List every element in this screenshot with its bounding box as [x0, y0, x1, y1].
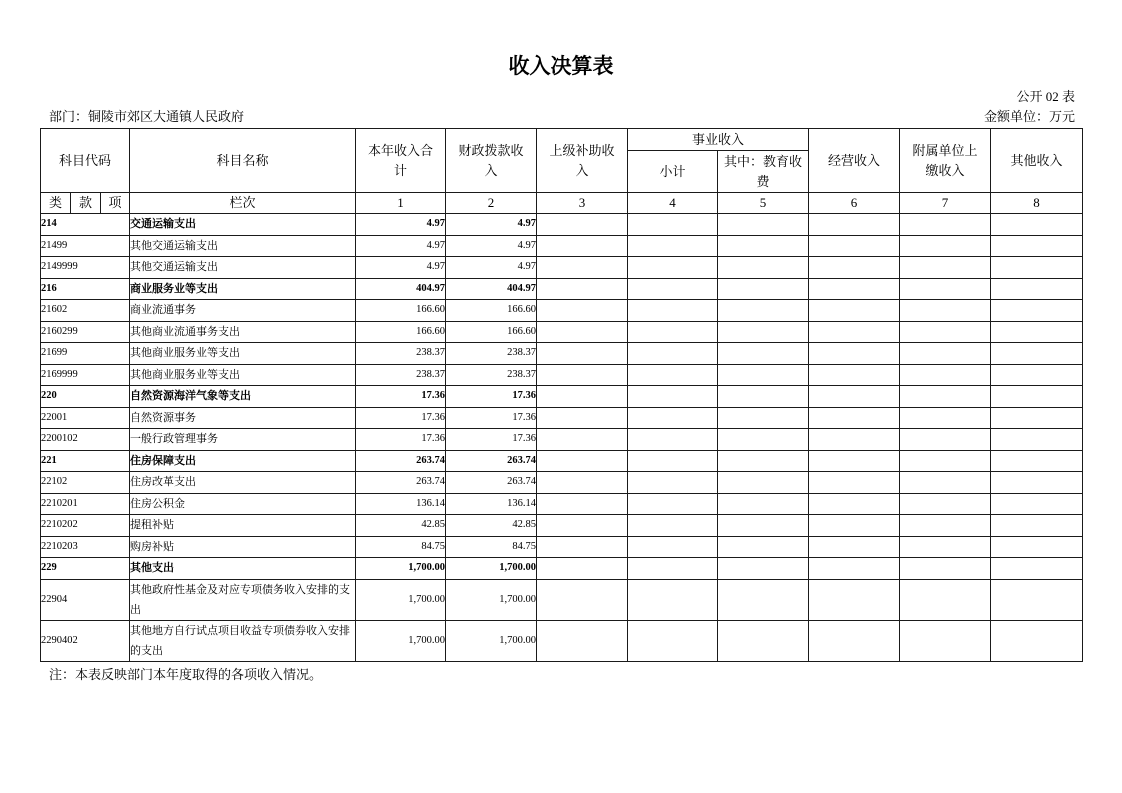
row-total-income: 263.74	[356, 472, 446, 494]
header-affiliated-unit-income-label: 附属单位上缴收入	[912, 142, 978, 178]
row-total-income: 84.75	[356, 536, 446, 558]
header-business-income: 事业收入	[628, 129, 809, 151]
row-operating-income	[809, 386, 900, 408]
table-row	[41, 364, 1083, 386]
row-operating-income	[809, 321, 900, 343]
row-other-income	[991, 407, 1083, 429]
row-subject-name: 自然资源海洋气象等支出	[130, 386, 356, 408]
row-fiscal-appropriation: 4.97	[446, 214, 537, 236]
row-superior-subsidy	[537, 364, 628, 386]
row-business-education-fee	[718, 300, 809, 322]
row-business-education-fee	[718, 429, 809, 451]
row-superior-subsidy	[537, 386, 628, 408]
header-business-education-fee	[718, 151, 809, 193]
row-fiscal-appropriation: 4.97	[446, 235, 537, 257]
row-business-education-fee	[718, 364, 809, 386]
row-affiliated-unit-income	[900, 235, 991, 257]
row-superior-subsidy	[537, 214, 628, 236]
row-superior-subsidy	[537, 579, 628, 620]
row-business-subtotal	[628, 257, 718, 279]
row-subject-code: 2210202	[41, 515, 130, 537]
row-other-income	[991, 386, 1083, 408]
row-business-subtotal	[628, 493, 718, 515]
row-business-subtotal	[628, 429, 718, 451]
row-superior-subsidy	[537, 536, 628, 558]
row-business-subtotal	[628, 386, 718, 408]
row-operating-income	[809, 620, 900, 661]
row-subject-name: 自然资源事务	[130, 407, 356, 429]
row-fiscal-appropriation: 238.37	[446, 364, 537, 386]
row-business-education-fee	[718, 515, 809, 537]
row-affiliated-unit-income	[900, 386, 991, 408]
table-body	[41, 214, 1083, 662]
row-affiliated-unit-income	[900, 300, 991, 322]
row-total-income: 17.36	[356, 429, 446, 451]
table-row	[41, 493, 1083, 515]
row-subject-name: 一般行政管理事务	[130, 429, 356, 451]
row-subject-code: 229	[41, 558, 130, 580]
row-total-income: 238.37	[356, 343, 446, 365]
row-operating-income	[809, 364, 900, 386]
row-business-subtotal	[628, 235, 718, 257]
table-row	[41, 321, 1083, 343]
row-subject-code: 22102	[41, 472, 130, 494]
row-superior-subsidy	[537, 235, 628, 257]
row-fiscal-appropriation: 136.14	[446, 493, 537, 515]
row-fiscal-appropriation: 238.37	[446, 343, 537, 365]
column-index-row	[41, 193, 1083, 214]
row-total-income: 166.60	[356, 321, 446, 343]
index-col-6: 6	[809, 193, 900, 214]
row-total-income: 263.74	[356, 450, 446, 472]
table-row	[41, 515, 1083, 537]
row-subject-code: 2169999	[41, 364, 130, 386]
row-business-education-fee	[718, 343, 809, 365]
row-affiliated-unit-income	[900, 278, 991, 300]
row-total-income: 166.60	[356, 300, 446, 322]
header-other-income: 其他收入	[991, 129, 1083, 193]
table-row	[41, 536, 1083, 558]
row-fiscal-appropriation: 1,700.00	[446, 620, 537, 661]
row-superior-subsidy	[537, 278, 628, 300]
row-subject-name: 住房公积金	[130, 493, 356, 515]
row-fiscal-appropriation: 166.60	[446, 321, 537, 343]
row-business-education-fee	[718, 579, 809, 620]
row-business-education-fee	[718, 558, 809, 580]
row-subject-code: 2210201	[41, 493, 130, 515]
row-operating-income	[809, 407, 900, 429]
row-subject-name: 其他交通运输支出	[130, 257, 356, 279]
row-affiliated-unit-income	[900, 214, 991, 236]
header-affiliated-unit-income	[900, 129, 991, 193]
row-business-education-fee	[718, 536, 809, 558]
row-fiscal-appropriation: 1,700.00	[446, 558, 537, 580]
row-affiliated-unit-income	[900, 536, 991, 558]
row-affiliated-unit-income	[900, 493, 991, 515]
row-operating-income	[809, 214, 900, 236]
row-affiliated-unit-income	[900, 579, 991, 620]
row-operating-income	[809, 235, 900, 257]
row-operating-income	[809, 493, 900, 515]
row-operating-income	[809, 472, 900, 494]
row-business-education-fee	[718, 407, 809, 429]
row-total-income: 404.97	[356, 278, 446, 300]
table-row	[41, 579, 1083, 620]
row-other-income	[991, 364, 1083, 386]
row-affiliated-unit-income	[900, 620, 991, 661]
row-fiscal-appropriation: 17.36	[446, 407, 537, 429]
row-operating-income	[809, 450, 900, 472]
row-subject-code: 214	[41, 214, 130, 236]
row-fiscal-appropriation: 1,700.00	[446, 579, 537, 620]
row-subject-name: 提租补贴	[130, 515, 356, 537]
header-fiscal-appropriation	[446, 129, 537, 193]
row-business-subtotal	[628, 321, 718, 343]
row-business-subtotal	[628, 343, 718, 365]
row-business-subtotal	[628, 364, 718, 386]
row-superior-subsidy	[537, 257, 628, 279]
header-superior-subsidy-label: 上级补助收入	[549, 142, 615, 178]
row-business-education-fee	[718, 235, 809, 257]
row-business-subtotal	[628, 407, 718, 429]
row-business-education-fee	[718, 214, 809, 236]
row-business-subtotal	[628, 579, 718, 620]
row-subject-name: 交通运输支出	[130, 214, 356, 236]
row-other-income	[991, 343, 1083, 365]
row-fiscal-appropriation: 404.97	[446, 278, 537, 300]
row-subject-name: 商业服务业等支出	[130, 278, 356, 300]
row-other-income	[991, 300, 1083, 322]
row-business-subtotal	[628, 300, 718, 322]
index-col-7: 7	[900, 193, 991, 214]
header-fiscal-appropriation-label: 财政拨款收入	[458, 142, 524, 178]
row-affiliated-unit-income	[900, 429, 991, 451]
index-column-label: 栏次	[130, 193, 356, 214]
table-row	[41, 386, 1083, 408]
index-col-8: 8	[991, 193, 1083, 214]
header-superior-subsidy	[537, 129, 628, 193]
header-business-education-fee-label: 其中：教育收费	[723, 153, 802, 189]
row-affiliated-unit-income	[900, 472, 991, 494]
index-item: 项	[101, 193, 130, 214]
row-business-subtotal	[628, 450, 718, 472]
row-subject-code: 220	[41, 386, 130, 408]
row-operating-income	[809, 536, 900, 558]
row-business-subtotal	[628, 558, 718, 580]
row-affiliated-unit-income	[900, 558, 991, 580]
row-other-income	[991, 214, 1083, 236]
row-total-income: 1,700.00	[356, 579, 446, 620]
table-row	[41, 472, 1083, 494]
table-row	[41, 235, 1083, 257]
row-business-education-fee	[718, 321, 809, 343]
table-row	[41, 450, 1083, 472]
table-row	[41, 343, 1083, 365]
row-business-subtotal	[628, 536, 718, 558]
row-superior-subsidy	[537, 429, 628, 451]
row-subject-name: 其他地方自行试点项目收益专项债券收入安排的支出	[130, 620, 356, 661]
row-subject-code: 2290402	[41, 620, 130, 661]
row-superior-subsidy	[537, 472, 628, 494]
header-subject-name: 科目名称	[130, 129, 356, 193]
row-business-education-fee	[718, 472, 809, 494]
row-subject-name: 其他商业流通事务支出	[130, 321, 356, 343]
table-number-label: 公开 02 表	[1016, 89, 1075, 104]
row-superior-subsidy	[537, 343, 628, 365]
row-affiliated-unit-income	[900, 450, 991, 472]
page-title: 收入决算表	[508, 54, 614, 78]
table-row	[41, 300, 1083, 322]
row-operating-income	[809, 343, 900, 365]
row-fiscal-appropriation: 166.60	[446, 300, 537, 322]
row-operating-income	[809, 579, 900, 620]
header-operating-income: 经营收入	[809, 129, 900, 193]
row-total-income: 1,700.00	[356, 620, 446, 661]
row-fiscal-appropriation: 17.36	[446, 429, 537, 451]
row-operating-income	[809, 278, 900, 300]
row-total-income: 17.36	[356, 386, 446, 408]
row-affiliated-unit-income	[900, 343, 991, 365]
table-row	[41, 257, 1083, 279]
header-row	[41, 129, 1083, 151]
row-total-income: 136.14	[356, 493, 446, 515]
row-fiscal-appropriation: 4.97	[446, 257, 537, 279]
income-table	[40, 128, 1083, 662]
row-business-education-fee	[718, 386, 809, 408]
row-subject-name: 住房保障支出	[130, 450, 356, 472]
row-subject-code: 216	[41, 278, 130, 300]
row-operating-income	[809, 257, 900, 279]
index-col-3: 3	[537, 193, 628, 214]
row-business-subtotal	[628, 214, 718, 236]
row-subject-code: 22904	[41, 579, 130, 620]
amount-unit-label: 金额单位：万元	[983, 109, 1075, 124]
row-subject-code: 21499	[41, 235, 130, 257]
row-other-income	[991, 429, 1083, 451]
row-affiliated-unit-income	[900, 364, 991, 386]
footnote: 注：本表反映部门本年度取得的各项收入情况。	[49, 667, 323, 682]
header-total-income-label: 本年收入合计	[367, 142, 433, 178]
index-col-2: 2	[446, 193, 537, 214]
row-subject-code: 2210203	[41, 536, 130, 558]
row-superior-subsidy	[537, 515, 628, 537]
row-other-income	[991, 558, 1083, 580]
row-fiscal-appropriation: 84.75	[446, 536, 537, 558]
row-subject-code: 2200102	[41, 429, 130, 451]
row-superior-subsidy	[537, 558, 628, 580]
row-total-income: 4.97	[356, 257, 446, 279]
table-row	[41, 407, 1083, 429]
row-other-income	[991, 493, 1083, 515]
table-row	[41, 558, 1083, 580]
index-col-1: 1	[356, 193, 446, 214]
row-total-income: 42.85	[356, 515, 446, 537]
row-business-education-fee	[718, 257, 809, 279]
row-subject-code: 2149999	[41, 257, 130, 279]
row-subject-code: 221	[41, 450, 130, 472]
row-business-education-fee	[718, 493, 809, 515]
row-other-income	[991, 450, 1083, 472]
row-other-income	[991, 278, 1083, 300]
header-subject-code: 科目代码	[41, 129, 130, 193]
index-category: 类	[41, 193, 71, 214]
row-fiscal-appropriation: 42.85	[446, 515, 537, 537]
row-subject-code: 21699	[41, 343, 130, 365]
row-business-subtotal	[628, 472, 718, 494]
row-business-subtotal	[628, 620, 718, 661]
row-business-subtotal	[628, 278, 718, 300]
row-operating-income	[809, 429, 900, 451]
row-total-income: 238.37	[356, 364, 446, 386]
row-superior-subsidy	[537, 450, 628, 472]
row-subject-name: 购房补贴	[130, 536, 356, 558]
row-total-income: 4.97	[356, 235, 446, 257]
row-subject-name: 住房改革支出	[130, 472, 356, 494]
header-business-subtotal: 小计	[628, 151, 718, 193]
row-affiliated-unit-income	[900, 257, 991, 279]
department-label: 部门：铜陵市郊区大通镇人民政府	[49, 109, 245, 124]
table-row	[41, 620, 1083, 661]
row-operating-income	[809, 515, 900, 537]
row-other-income	[991, 321, 1083, 343]
row-business-education-fee	[718, 278, 809, 300]
row-business-education-fee	[718, 620, 809, 661]
row-superior-subsidy	[537, 300, 628, 322]
row-fiscal-appropriation: 17.36	[446, 386, 537, 408]
header-total-income	[356, 129, 446, 193]
row-operating-income	[809, 300, 900, 322]
row-subject-code: 2160299	[41, 321, 130, 343]
table-row	[41, 278, 1083, 300]
row-other-income	[991, 515, 1083, 537]
row-other-income	[991, 257, 1083, 279]
row-operating-income	[809, 558, 900, 580]
row-business-education-fee	[718, 450, 809, 472]
row-superior-subsidy	[537, 321, 628, 343]
row-other-income	[991, 579, 1083, 620]
row-affiliated-unit-income	[900, 321, 991, 343]
table-row	[41, 214, 1083, 236]
index-col-4: 4	[628, 193, 718, 214]
row-other-income	[991, 620, 1083, 661]
row-fiscal-appropriation: 263.74	[446, 472, 537, 494]
row-total-income: 1,700.00	[356, 558, 446, 580]
row-superior-subsidy	[537, 620, 628, 661]
row-subject-name: 其他商业服务业等支出	[130, 343, 356, 365]
row-other-income	[991, 472, 1083, 494]
row-total-income: 4.97	[356, 214, 446, 236]
table-row	[41, 429, 1083, 451]
row-subject-code: 22001	[41, 407, 130, 429]
index-col-5: 5	[718, 193, 809, 214]
row-total-income: 17.36	[356, 407, 446, 429]
row-subject-name: 其他政府性基金及对应专项债务收入安排的支出	[130, 579, 356, 620]
row-superior-subsidy	[537, 493, 628, 515]
row-subject-name: 商业流通事务	[130, 300, 356, 322]
row-subject-name: 其他支出	[130, 558, 356, 580]
row-other-income	[991, 536, 1083, 558]
row-fiscal-appropriation: 263.74	[446, 450, 537, 472]
row-superior-subsidy	[537, 407, 628, 429]
index-section: 款	[71, 193, 101, 214]
row-subject-code: 21602	[41, 300, 130, 322]
row-subject-name: 其他商业服务业等支出	[130, 364, 356, 386]
row-other-income	[991, 235, 1083, 257]
row-affiliated-unit-income	[900, 407, 991, 429]
row-affiliated-unit-income	[900, 515, 991, 537]
row-business-subtotal	[628, 515, 718, 537]
row-subject-name: 其他交通运输支出	[130, 235, 356, 257]
